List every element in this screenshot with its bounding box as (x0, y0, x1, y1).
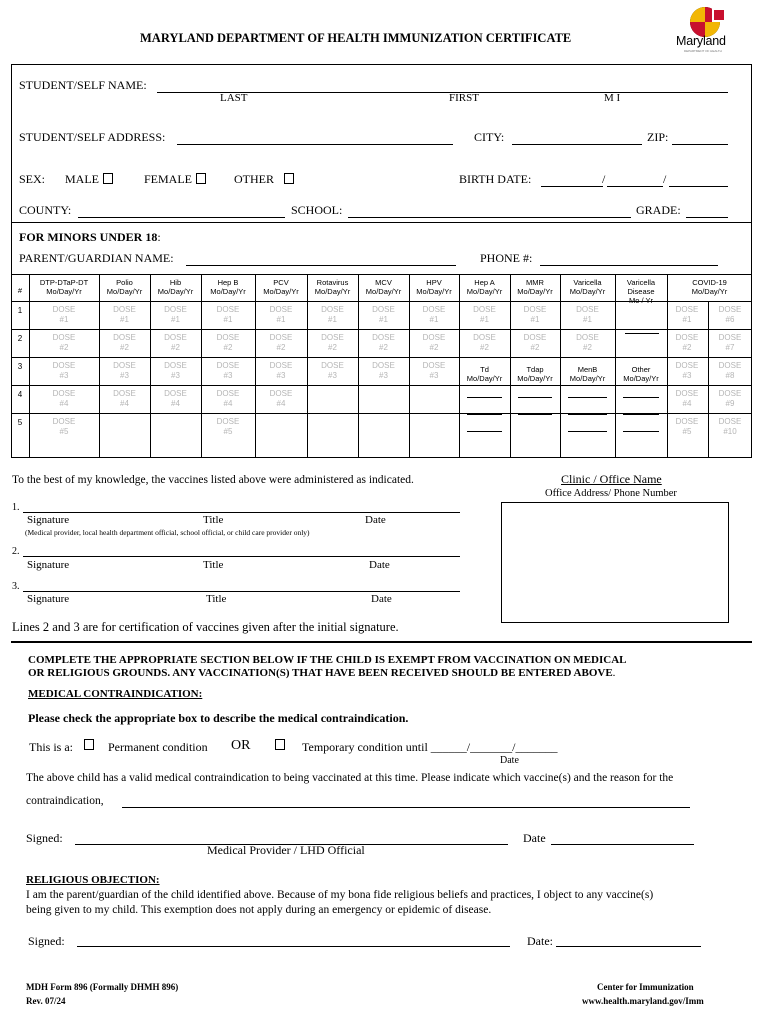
dose-cell[interactable]: DOSE #3 (52, 361, 76, 380)
col-name: HPV (426, 278, 442, 287)
mi-label: M I (604, 92, 621, 104)
dose-cell[interactable]: DOSE #3 (372, 361, 395, 380)
address-line[interactable] (177, 144, 453, 145)
birth-day-line[interactable] (607, 186, 663, 187)
extra-vaccine-blank[interactable] (623, 397, 659, 398)
minors-heading: FOR MINORS UNDER 18: (19, 230, 161, 244)
dose-cell[interactable]: DOSE #4 (216, 389, 240, 408)
extra-vaccine-menb: MenB Mo/Day/Yr (569, 365, 606, 383)
religious-date-label: Date: (527, 934, 553, 948)
table-col-line (201, 274, 202, 458)
sig3-number: 3. (12, 581, 20, 592)
clinic-address-label: Office Address/ Phone Number (545, 488, 677, 499)
sig2-signature-label: Signature (27, 559, 70, 571)
dose-cell[interactable]: DOSE #2 (52, 333, 76, 352)
birth-sep-2: / (663, 172, 667, 186)
col-name: Hep B (217, 278, 239, 287)
col-name: MMR (526, 278, 544, 287)
col-sub: Mo / Yr (628, 296, 654, 305)
female-option[interactable] (144, 172, 206, 187)
row-number: 1 (17, 306, 23, 315)
col-name: PCV (273, 278, 289, 287)
zip-line[interactable] (672, 144, 728, 145)
center-name: Center for Immunization (597, 982, 694, 992)
col-header-10 (560, 278, 615, 296)
city-line[interactable] (512, 144, 642, 145)
logo-subtext: DEPARTMENT OF HEALTH (684, 49, 722, 53)
extra-vaccine-blank[interactable] (623, 431, 659, 432)
covid-dose-cell[interactable]: DOSE #5 (675, 417, 699, 436)
extra-vaccine-blank[interactable] (518, 414, 552, 415)
other-option[interactable] (234, 172, 294, 187)
sig3-date-label: Date (371, 593, 392, 605)
dose-cell[interactable]: DOSE #1 (422, 305, 446, 324)
sig1-date-label: Date (365, 514, 386, 526)
col-sub: Mo/Day/Yr (314, 287, 351, 296)
col-sub: Mo/Day/Yr (157, 287, 194, 296)
col-sub: Mo/Day/Yr (569, 287, 606, 296)
extra-vaccine-td: Td Mo/Day/Yr (466, 365, 503, 383)
school-label: SCHOOL: (291, 203, 343, 217)
extra-vaccine-blank[interactable] (623, 414, 659, 415)
covid-dose-cell[interactable]: DOSE #4 (675, 389, 699, 408)
dose-cell[interactable]: DOSE #4 (113, 389, 136, 408)
col-header-7 (409, 278, 459, 296)
row-number: 5 (17, 418, 23, 427)
dose-cell[interactable]: DOSE #2 (269, 333, 293, 352)
sig3-line[interactable] (23, 591, 460, 592)
covid-dose-cell[interactable]: DOSE #8 (718, 361, 742, 380)
provider-label: Medical Provider / LHD Official (207, 843, 365, 857)
extra-vaccine-blank[interactable] (568, 397, 607, 398)
dose-cell[interactable]: DOSE #4 (52, 389, 76, 408)
col-name: COVID-19 (692, 278, 727, 287)
col-name: Rotavirus (316, 278, 349, 287)
table-col-line (29, 274, 30, 458)
extra-vaccine-blank[interactable] (568, 431, 607, 432)
male-checkbox[interactable] (103, 173, 113, 184)
student-name-label: STUDENT/SELF NAME: (19, 78, 147, 92)
exempt-instruction-1: COMPLETE THE APPROPRIATE SECTION BELOW IF THE CHILD IS EXEMPT FROM VACCINATION ON MEDICAL (28, 654, 627, 666)
covid-dose-cell[interactable]: DOSE #1 (675, 305, 699, 324)
col-sub: Mo/Day/Yr (365, 287, 402, 296)
page-title: MARYLAND DEPARTMENT OF HEALTH IMMUNIZATION CERTIFICATE (140, 31, 572, 45)
sig3-signature-label: Signature (27, 593, 70, 605)
col-sub: Mo/Day/Yr (263, 287, 299, 296)
col-header-6 (358, 278, 409, 296)
medical-date-line[interactable] (551, 844, 694, 845)
sig2-number: 2. (12, 546, 20, 557)
dose-cell[interactable]: DOSE #3 (422, 361, 446, 380)
table-row-line (11, 385, 752, 386)
sig2-line[interactable] (23, 556, 460, 557)
col-name: Hep A (474, 278, 495, 287)
address-label: STUDENT/SELF ADDRESS: (19, 130, 166, 144)
religious-heading: RELIGIOUS OBJECTION: (26, 874, 160, 886)
col-header-2 (150, 278, 201, 296)
exempt-instruction-2: OR RELIGIOUS GROUNDS. ANY VACCINATION(S) THAT HAVE BEEN RECEIVED SHOULD BE ENTERED ABOVE. (28, 667, 616, 679)
contraindication-label: contraindication, (26, 795, 104, 807)
extra-vaccine-blank[interactable] (467, 397, 502, 398)
attest-statement: To the best of my knowledge, the vaccines listed above were administered as indicated. (12, 474, 414, 486)
guardian-line[interactable] (186, 265, 456, 266)
school-line[interactable] (348, 217, 631, 218)
dose-cell[interactable]: DOSE #1 (113, 305, 136, 324)
dose-cell[interactable]: DOSE #1 (372, 305, 395, 324)
medical-signed-label: Signed: (26, 831, 63, 845)
sig1-line[interactable] (23, 512, 460, 513)
dose-cell[interactable]: DOSE #2 (576, 333, 599, 352)
covid-dose-cell[interactable]: DOSE #7 (718, 333, 742, 352)
covid-dose-cell[interactable]: DOSE #2 (675, 333, 699, 352)
col-header-12 (667, 278, 752, 296)
sig2-title-label: Title (203, 559, 224, 571)
zip-label: ZIP: (647, 130, 669, 144)
grade-line[interactable] (686, 217, 728, 218)
contraindication-line[interactable] (122, 807, 690, 808)
birth-year-line[interactable] (669, 186, 728, 187)
clinic-name-label: Clinic / Office Name (561, 472, 662, 486)
col-sub: Mo/Day/Yr (466, 287, 503, 296)
clinic-stamp-box[interactable] (501, 502, 729, 623)
dose-cell[interactable]: DOSE #1 (523, 305, 547, 324)
sig1-signature-label: Signature (27, 514, 70, 526)
grade-label: GRADE: (636, 203, 681, 217)
dose-cell[interactable]: DOSE #1 (164, 305, 187, 324)
dose-cell[interactable]: DOSE #1 (576, 305, 599, 324)
dose-cell[interactable]: DOSE #2 (372, 333, 395, 352)
section-divider (11, 641, 752, 643)
col-name: Hib (169, 278, 182, 287)
col-sub: Mo/Day/Yr (517, 287, 553, 296)
city-label: CITY: (474, 130, 505, 144)
col-name: Varicella Disease (626, 278, 656, 296)
col-sub: Mo/Day/Yr (691, 287, 728, 296)
medical-heading: MEDICAL CONTRAINDICATION: (28, 688, 203, 700)
col-sub: Mo/Day/Yr (210, 287, 246, 296)
permanent-label: Permanent condition (108, 740, 208, 754)
row-number: 3 (17, 362, 23, 371)
dose-cell[interactable]: DOSE #1 (52, 305, 76, 324)
extra-vaccine-tdap: Tdap Mo/Day/Yr (517, 365, 553, 383)
col-header-1 (99, 278, 150, 296)
col-name: Polio (116, 278, 133, 287)
varicella-disease-line[interactable] (625, 333, 659, 334)
religious-text-2: being given to my child. This exemption does not apply during an emergency or epidemic of disease. (26, 904, 492, 916)
first-label: FIRST (449, 92, 479, 104)
dose-cell[interactable]: DOSE #5 (216, 417, 240, 436)
temporary-date-label: Date (500, 755, 519, 766)
dose-cell[interactable]: DOSE #3 (113, 361, 136, 380)
col-sub: Mo/Day/Yr (416, 287, 452, 296)
male-option[interactable] (65, 172, 113, 187)
row-number: 2 (17, 334, 23, 343)
col-sub: Mo/Day/Yr (106, 287, 143, 296)
male-label: MALE (65, 172, 99, 186)
table-row-line (11, 329, 752, 330)
dose-cell[interactable]: DOSE #3 (321, 361, 344, 380)
sex-label: SEX: (19, 172, 46, 186)
form-revision: Rev. 07/24 (26, 996, 66, 1006)
vaccine-table (11, 274, 752, 458)
col-header-3 (201, 278, 255, 296)
col-header-4 (255, 278, 307, 296)
permanent-checkbox[interactable] (84, 739, 94, 750)
table-row-line (11, 357, 752, 358)
col-header-0 (29, 278, 99, 296)
extra-vaccine-blank[interactable] (518, 397, 552, 398)
other-label: OTHER (234, 172, 274, 186)
dose-cell[interactable]: DOSE #1 (216, 305, 240, 324)
religious-signed-label: Signed: (28, 934, 65, 948)
dose-cell[interactable]: DOSE #2 (523, 333, 547, 352)
dose-cell[interactable]: DOSE #5 (52, 417, 76, 436)
dose-cell[interactable]: DOSE #2 (216, 333, 240, 352)
phone-line[interactable] (540, 265, 718, 266)
col-name: MCV (375, 278, 392, 287)
religious-date-line[interactable] (556, 946, 701, 947)
col-header-8 (459, 278, 510, 296)
extra-vaccine-blank[interactable] (568, 414, 607, 415)
covid-dose-cell[interactable]: DOSE #9 (718, 389, 742, 408)
phone-label: PHONE #: (480, 251, 533, 265)
dose-cell[interactable]: DOSE #3 (164, 361, 187, 380)
temporary-label: Temporary condition until ______/_______/_______ (302, 740, 558, 754)
col-sub: Mo/Day/Yr (46, 287, 82, 296)
col-header-9 (510, 278, 560, 296)
maryland-flag-icon (678, 4, 740, 38)
valid-contra-text: The above child has a valid medical contraindication to being vaccinated at this time. Please indicate which vaccine(s) and the reason for the (26, 772, 674, 784)
sig3-title-label: Title (206, 593, 227, 605)
dose-cell[interactable]: DOSE #2 (473, 333, 496, 352)
covid-dose-cell[interactable]: DOSE #6 (718, 305, 742, 324)
county-label: COUNTY: (19, 203, 72, 217)
maryland-logo (678, 4, 740, 56)
center-url: www.health.maryland.gov/Imm (582, 996, 704, 1006)
sig1-title-label: Title (203, 514, 224, 526)
dose-cell[interactable]: DOSE #4 (164, 389, 187, 408)
dose-cell[interactable]: DOSE #2 (113, 333, 136, 352)
col-header-11 (615, 278, 667, 305)
col-name: DTP-DTaP-DT (39, 278, 89, 287)
dose-cell[interactable]: DOSE #2 (321, 333, 344, 352)
birth-month-line[interactable] (541, 186, 603, 187)
dose-cell[interactable]: DOSE #3 (216, 361, 240, 380)
dose-cell[interactable]: DOSE #1 (269, 305, 293, 324)
sig1-note: (Medical provider, local health department official, school official, or child care provider only) (25, 528, 310, 537)
female-label: FEMALE (144, 172, 192, 186)
medical-check-instruction: Please check the appropriate box to describe the medical contraindication. (28, 711, 409, 725)
female-checkbox[interactable] (196, 173, 206, 184)
last-label: LAST (220, 92, 248, 104)
logo-text: Maryland (676, 34, 726, 48)
col-name: Varicella (573, 278, 602, 287)
form-number: MDH Form 896 (Formally DHMH 896) (26, 982, 179, 992)
extra-vaccine-blank[interactable] (467, 431, 502, 432)
religious-signed-line[interactable] (77, 946, 510, 947)
extra-vaccine-blank[interactable] (467, 414, 502, 415)
religious-text-1: I am the parent/guardian of the child identified above. Because of my bona fide religious beliefs and practices, I object to any vaccine(s) (26, 889, 654, 901)
birth-date-label: BIRTH DATE: (459, 172, 532, 186)
row-number: 4 (17, 390, 23, 399)
dose-cell[interactable]: DOSE #1 (473, 305, 496, 324)
medical-date-label: Date (523, 831, 546, 845)
dose-cell[interactable]: DOSE #2 (422, 333, 446, 352)
birth-sep-1: / (602, 172, 606, 186)
sig1-number: 1. (12, 502, 20, 513)
covid-dose-cell[interactable]: DOSE #3 (675, 361, 699, 380)
col-header-5 (307, 278, 358, 296)
hash-header: # (17, 286, 23, 295)
lines-note: Lines 2 and 3 are for certification of vaccines given after the initial signature. (12, 620, 399, 634)
dose-cell[interactable]: DOSE #1 (321, 305, 344, 324)
dose-cell[interactable]: DOSE #4 (269, 389, 293, 408)
dose-cell[interactable]: DOSE #3 (269, 361, 293, 380)
other-checkbox[interactable] (284, 173, 294, 184)
or-label: OR (231, 738, 251, 753)
extra-vaccine-other: Other Mo/Day/Yr (623, 365, 659, 383)
covid-dose-cell[interactable]: DOSE #10 (718, 417, 742, 436)
this-is-a-label: This is a: (29, 740, 73, 754)
guardian-label: PARENT/GUARDIAN NAME: (19, 251, 174, 265)
sig2-date-label: Date (369, 559, 390, 571)
temporary-checkbox[interactable] (275, 739, 285, 750)
county-line[interactable] (78, 217, 285, 218)
table-top-line (11, 274, 752, 275)
dose-cell[interactable]: DOSE #2 (164, 333, 187, 352)
